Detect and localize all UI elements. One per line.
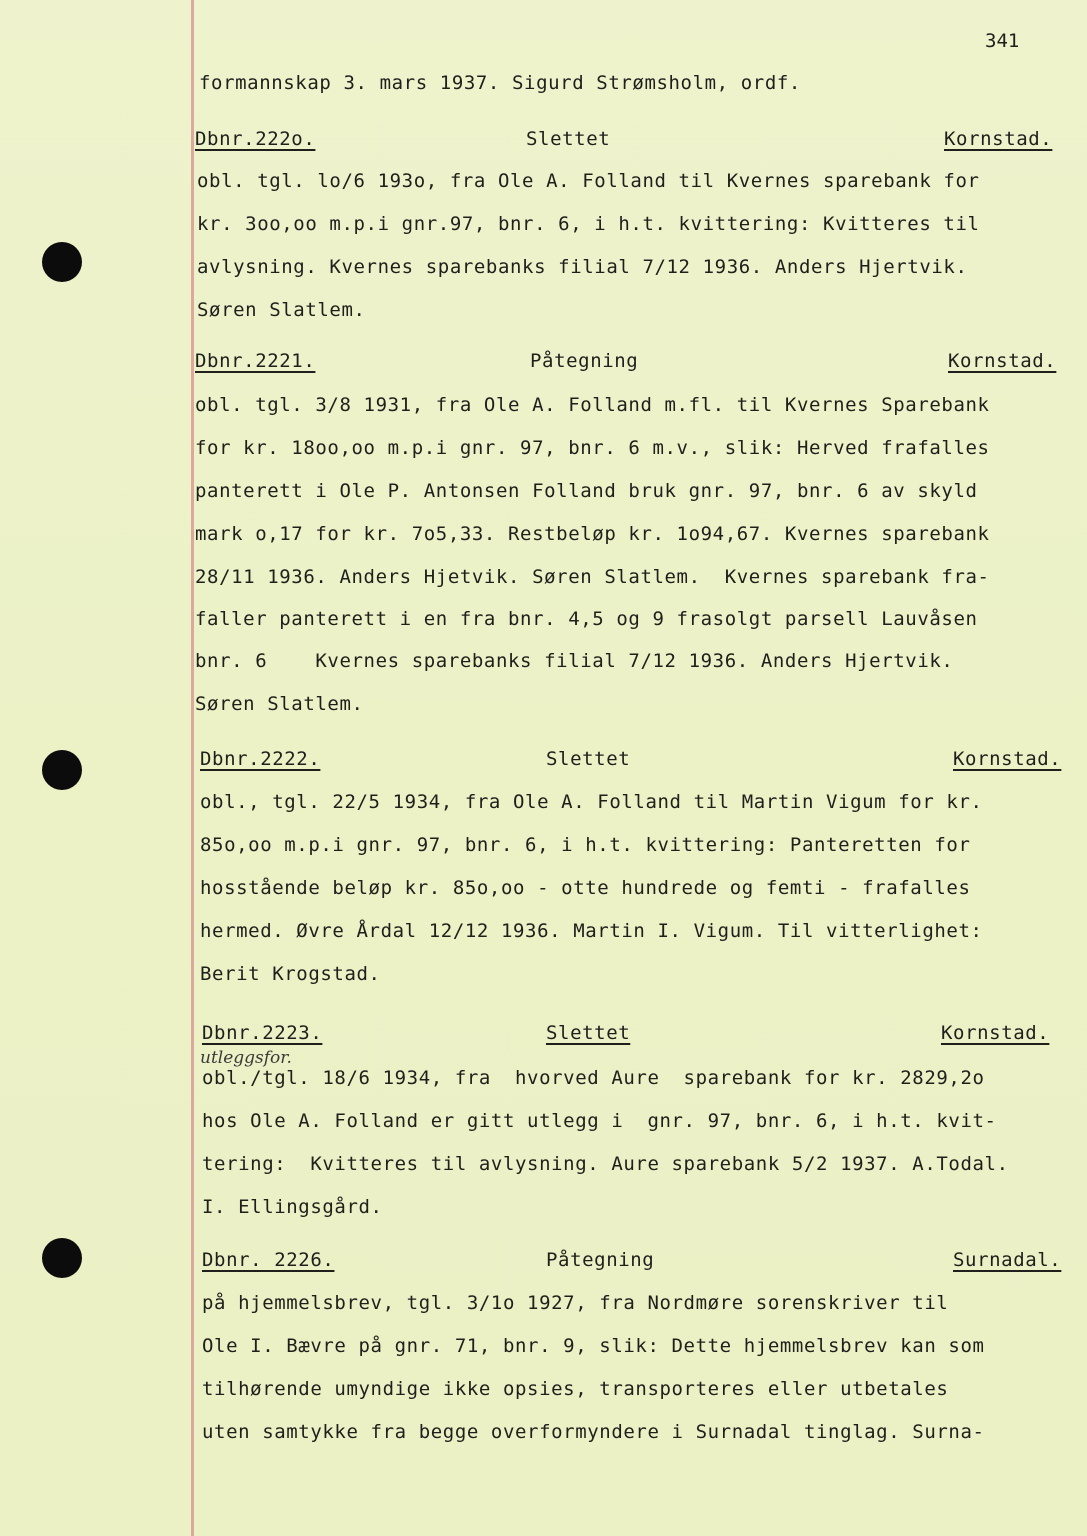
entry-type: Slettet (526, 128, 611, 150)
punch-hole (42, 750, 82, 790)
entry-text-line: hermed. Øvre Årdal 12/12 1936. Martin I. Vigum. Til vitterlighet: (200, 920, 983, 942)
entry-text-line: kr. 3oo,oo m.p.i gnr.97, bnr. 6, i h.t. kvittering: Kvitteres til (197, 213, 980, 235)
entry-number: Dbnr.222o. (195, 128, 316, 150)
entry-text-line: hosstående beløp kr. 85o,oo - otte hundrede og femti - frafalles (200, 877, 971, 899)
entry-text-line: obl., tgl. 22/5 1934, fra Ole A. Folland til Martin Vigum for kr. (200, 791, 983, 813)
entry-place: Kornstad. (944, 128, 1053, 150)
entry-type: Slettet (546, 748, 631, 770)
margin-rule (191, 0, 194, 1536)
entry-type: Slettet (546, 1022, 631, 1044)
entry-text-line: I. Ellingsgård. (202, 1196, 383, 1218)
page-number: 341 (985, 30, 1020, 52)
entry-text-line: obl. tgl. 3/8 1931, fra Ole A. Folland m.fl. til Kvernes Sparebank (195, 394, 990, 416)
entry-number: Dbnr.2222. (200, 748, 321, 770)
entry-text-line: mark o,17 for kr. 7o5,33. Restbeløp kr. 1o94,67. Kvernes sparebank (195, 523, 990, 545)
entry-text-line: Søren Slatlem. (197, 299, 366, 321)
entry-text-line: for kr. 18oo,oo m.p.i gnr. 97, bnr. 6 m.v., slik: Herved frafalles (195, 437, 990, 459)
entry-text-line: på hjemmelsbrev, tgl. 3/1o 1927, fra Nordmøre sorenskriver til (202, 1292, 949, 1314)
entry-text-line: Berit Krogstad. (200, 963, 381, 985)
entry-text-line: tering: Kvitteres til avlysning. Aure sparebank 5/2 1937. A.Todal. (202, 1153, 1009, 1175)
entry-place: Surnadal. (953, 1249, 1062, 1271)
entry-type: Påtegning (546, 1249, 655, 1271)
entry-text-line: obl./tgl. 18/6 1934, fra hvorved Aure sparebank for kr. 2829,2o (202, 1067, 985, 1089)
entry-text-line: obl. tgl. lo/6 193o, fra Ole A. Folland til Kvernes sparebank for (197, 170, 980, 192)
entry-text-line: Søren Slatlem. (195, 693, 364, 715)
intro-line: formannskap 3. mars 1937. Sigurd Strømsholm, ordf. (199, 72, 801, 94)
punch-hole (42, 1238, 82, 1278)
entry-text-line: 28/11 1936. Anders Hjetvik. Søren Slatlem. Kvernes sparebank fra- (195, 566, 990, 588)
entry-place: Kornstad. (953, 748, 1062, 770)
entry-number: Dbnr.2223. (202, 1022, 323, 1044)
entry-text-line: hos Ole A. Folland er gitt utlegg i gnr. 97, bnr. 6, i h.t. kvit- (202, 1110, 997, 1132)
entry-type: Påtegning (530, 350, 639, 372)
handwritten-note: utleggsfor. (200, 1048, 292, 1068)
entry-text-line: tilhørende umyndige ikke opsies, transporteres eller utbetales (202, 1378, 949, 1400)
entry-text-line: bnr. 6 Kvernes sparebanks filial 7/12 1936. Anders Hjertvik. (195, 650, 954, 672)
entry-text-line: avlysning. Kvernes sparebanks filial 7/12 1936. Anders Hjertvik. (197, 256, 968, 278)
entry-text-line: uten samtykke fra begge overformyndere i Surnadal tinglag. Surna- (202, 1421, 985, 1443)
entry-text-line: faller panterett i en fra bnr. 4,5 og 9 frasolgt parsell Lauvåsen (195, 608, 978, 630)
entry-number: Dbnr.2221. (195, 350, 316, 372)
entry-text-line: 85o,oo m.p.i gnr. 97, bnr. 6, i h.t. kvittering: Panteretten for (200, 834, 971, 856)
entry-text-line: panterett i Ole P. Antonsen Folland bruk gnr. 97, bnr. 6 av skyld (195, 480, 978, 502)
entry-number: Dbnr. 2226. (202, 1249, 335, 1271)
entry-place: Kornstad. (941, 1022, 1050, 1044)
entry-text-line: Ole I. Bævre på gnr. 71, bnr. 9, slik: Dette hjemmelsbrev kan som (202, 1335, 985, 1357)
entry-place: Kornstad. (948, 350, 1057, 372)
punch-hole (42, 242, 82, 282)
